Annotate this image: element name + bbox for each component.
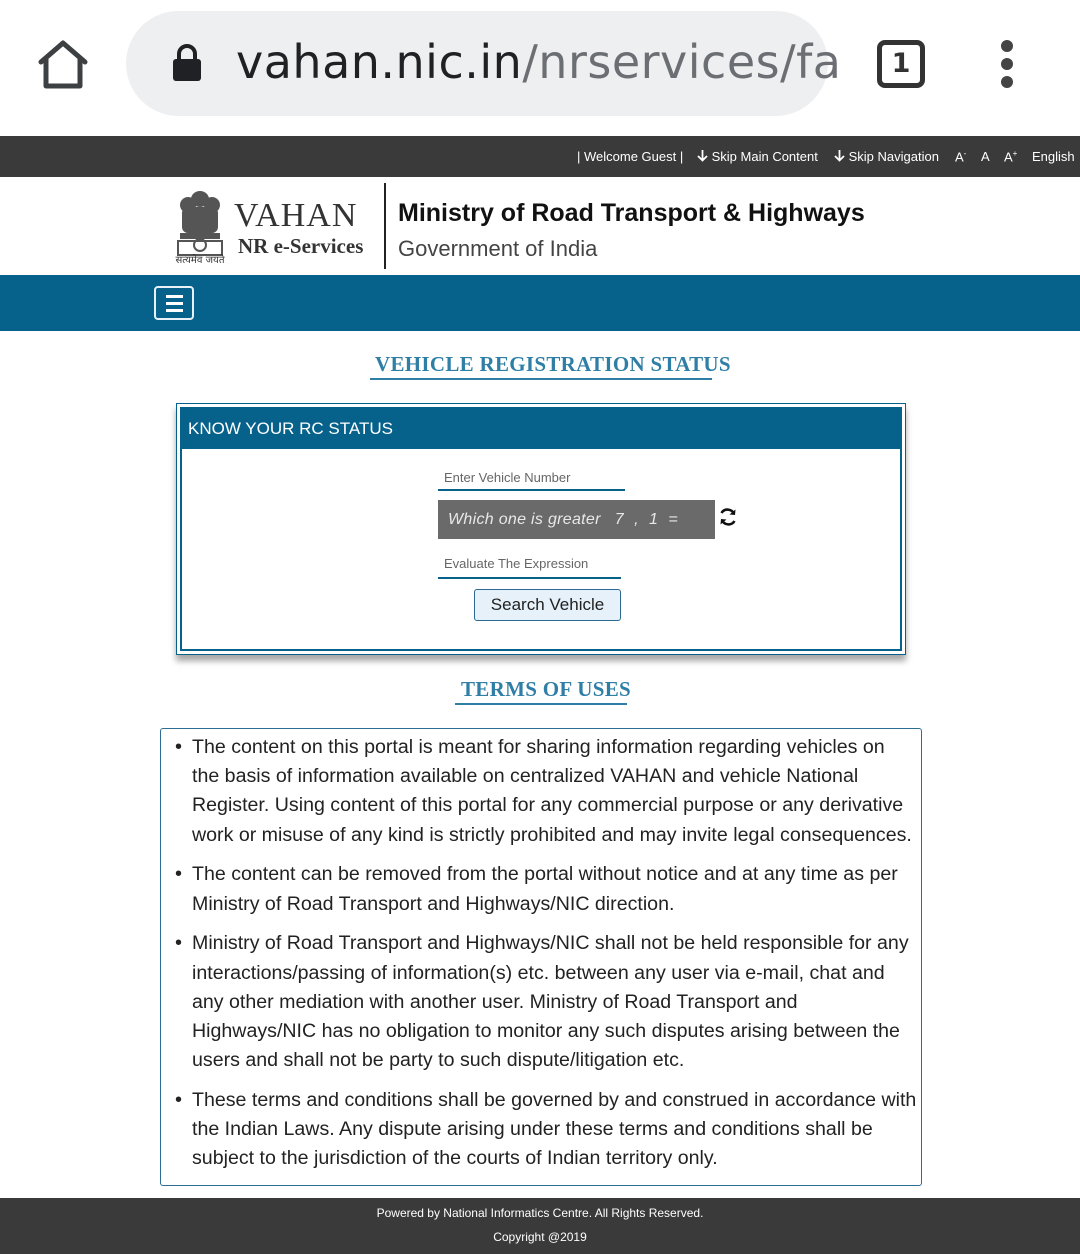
captcha-question: Which one is greater bbox=[448, 511, 601, 528]
captcha-image bbox=[438, 500, 715, 539]
skip-main-link[interactable] bbox=[697, 149, 818, 164]
home-icon[interactable] bbox=[36, 38, 90, 92]
copyright-text: Copyright @2019 bbox=[493, 1230, 587, 1244]
url-path: /nrservices/fa bbox=[522, 35, 842, 89]
font-increase-sup: + bbox=[1012, 149, 1018, 158]
language-selector[interactable]: English bbox=[1032, 149, 1075, 164]
skip-main-label: Skip Main Content bbox=[711, 149, 818, 164]
arrow-down-icon bbox=[834, 150, 845, 162]
arrow-down-icon bbox=[697, 150, 708, 162]
lock-icon bbox=[170, 43, 204, 83]
terms-list bbox=[175, 733, 917, 1184]
main-navbar bbox=[0, 275, 1080, 331]
ministry-title: Ministry of Road Transport & Highways bbox=[398, 199, 865, 227]
page-title: VEHICLE REGISTRATION STATUS bbox=[375, 352, 731, 376]
browser-toolbar bbox=[0, 0, 1080, 136]
government-subtitle: Government of India bbox=[398, 236, 598, 261]
terms-title-underline bbox=[455, 703, 627, 705]
powered-by-text: Powered by National Informatics Centre. All Rights Reserved. bbox=[376, 1206, 704, 1220]
brand-subtitle: NR e-Services bbox=[238, 234, 364, 258]
vehicle-number-input[interactable] bbox=[438, 465, 625, 491]
site-header bbox=[0, 177, 1080, 275]
font-decrease-sup: - bbox=[963, 149, 967, 158]
welcome-text: | Welcome Guest | bbox=[577, 149, 684, 164]
address-bar[interactable] bbox=[126, 11, 842, 116]
url-host: vahan.nic.in bbox=[236, 35, 523, 89]
url-text[interactable] bbox=[236, 35, 842, 89]
font-decrease-button[interactable] bbox=[955, 149, 966, 164]
terms-item: • Ministry of Road Transport and Highways/NIC shall not be held responsible for any interactions/passing of information(s) etc. between any user via e-mail, chat and any other mediation with another user. Ministry of Road Transport and Highways/NIC has no obligation to monitor any such disputes arising between the users and shall not be party to such dispute/litigation etc. bbox=[175, 929, 917, 1075]
captcha-expression: 7 , 1 = bbox=[614, 511, 681, 528]
terms-box bbox=[160, 728, 922, 1186]
site-footer bbox=[0, 1198, 1080, 1254]
search-vehicle-button[interactable]: Search Vehicle bbox=[474, 589, 621, 621]
captcha-answer-input[interactable] bbox=[438, 549, 621, 579]
font-decrease-label: A bbox=[955, 149, 964, 165]
font-increase-label: A bbox=[1004, 149, 1013, 165]
hamburger-menu-icon[interactable] bbox=[154, 286, 194, 320]
terms-item: • The content can be removed from the portal without notice and at any time as per Ministry of Road Transport and Highways/NIC direction. bbox=[175, 860, 917, 918]
page-title-underline bbox=[370, 378, 712, 380]
terms-item: • The content on this portal is meant for sharing information regarding vehicles on the basis of information available on centralized VAHAN and vehicle National Register. Using content of this portal for any commercial purpose or any derivative work or misuse of any kind is strictly prohibited and may invite legal consequences. bbox=[175, 733, 917, 850]
font-increase-button[interactable] bbox=[1004, 149, 1017, 164]
tab-switcher-icon[interactable]: 1 bbox=[877, 40, 925, 88]
refresh-captcha-icon[interactable] bbox=[718, 507, 738, 527]
panel-title: KNOW YOUR RC STATUS bbox=[182, 409, 900, 449]
header-divider bbox=[384, 183, 386, 269]
skip-navigation-link[interactable] bbox=[834, 149, 939, 164]
skip-navigation-label: Skip Navigation bbox=[848, 149, 939, 164]
accessibility-bar bbox=[0, 136, 1080, 177]
font-normal-button[interactable]: A bbox=[981, 149, 990, 164]
emblem-motto: सत्यमेव जयते bbox=[175, 255, 225, 266]
emblem-icon[interactable] bbox=[168, 189, 232, 265]
rc-status-panel bbox=[176, 403, 906, 655]
brand-title: VAHAN bbox=[234, 197, 358, 234]
terms-item: • These terms and conditions shall be governed by and construed in accordance with the Indian Laws. Any dispute arising under these terms and conditions shall be subject to the jurisdiction of the courts of Indian territory only. bbox=[175, 1086, 917, 1174]
more-vert-icon[interactable] bbox=[992, 40, 1022, 90]
terms-title: TERMS OF USES bbox=[461, 677, 631, 701]
